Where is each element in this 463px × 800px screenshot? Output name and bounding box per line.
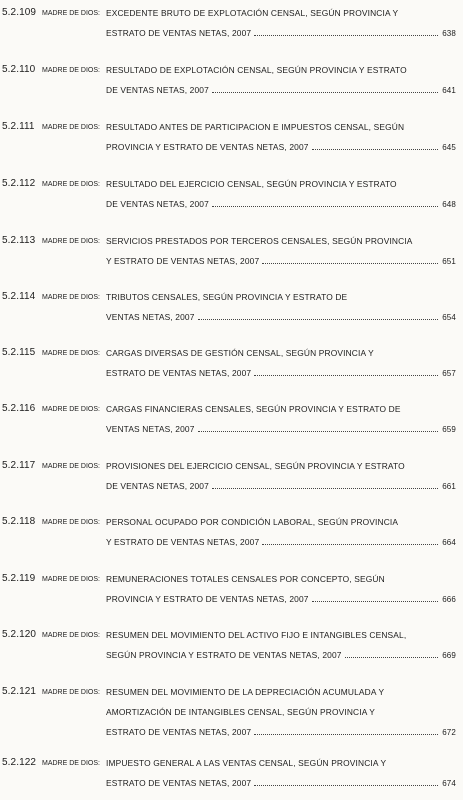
entry-number: 5.2.115 xyxy=(2,347,36,358)
entry-title xyxy=(106,234,456,268)
entry-title-line: RESULTADO ANTES DE PARTICIPACION E IMPUESTOS CENSAL, SEGÚN xyxy=(106,122,405,132)
entry-region: MADRE DE DIOS: xyxy=(42,10,100,17)
entry-page-number[interactable]: 669 xyxy=(442,651,456,660)
dot-leader xyxy=(212,205,438,207)
entry-title xyxy=(106,290,456,324)
dot-leader xyxy=(212,487,438,489)
entry-title-line: ESTRATO DE VENTAS NETAS, 2007 xyxy=(106,368,252,378)
entry-number: 5.2.110 xyxy=(2,64,36,75)
dot-leader xyxy=(212,91,438,93)
entry-page-number[interactable]: 651 xyxy=(442,257,456,266)
entry-page-number[interactable]: 641 xyxy=(442,86,456,95)
entry-title-line: PROVISIONES DEL EJERCICIO CENSAL, SEGÚN PROVINCIA Y ESTRATO xyxy=(106,461,405,471)
dot-leader xyxy=(345,656,438,658)
entry-title-line: ESTRATO DE VENTAS NETAS, 2007 xyxy=(106,778,252,788)
entry-title-line: Y ESTRATO DE VENTAS NETAS, 2007 xyxy=(106,256,260,266)
entry-title-line: EXCEDENTE BRUTO DE EXPLOTACIÓN CENSAL, SEGÚN PROVINCIA Y xyxy=(106,8,399,18)
entry-title-line: ESTRATO DE VENTAS NETAS, 2007 xyxy=(106,727,252,737)
entry-region: MADRE DE DIOS: xyxy=(42,124,100,131)
entry-page-number[interactable]: 657 xyxy=(442,369,456,378)
entry-page-number[interactable]: 638 xyxy=(442,29,456,38)
entry-number: 5.2.116 xyxy=(2,403,36,414)
entry-title-line: REMUNERACIONES TOTALES CENSALES POR CONCEPTO, SEGÚN xyxy=(106,574,385,584)
entry-title-line: RESUMEN DEL MOVIMIENTO DE LA DEPRECIACIÓN ACUMULADA Y xyxy=(106,687,385,697)
entry-page-number[interactable]: 659 xyxy=(442,425,456,434)
entry-title xyxy=(106,459,456,493)
entry-title-line: DE VENTAS NETAS, 2007 xyxy=(106,481,209,491)
entry-title-line: RESUMEN DEL MOVIMIENTO DEL ACTIVO FIJO E INTANGIBLES CENSAL, xyxy=(106,630,407,640)
dot-leader xyxy=(198,318,439,320)
dot-leader xyxy=(262,543,438,545)
entry-title xyxy=(106,756,456,790)
entry-title-line: RESULTADO DE EXPLOTACIÓN CENSAL, SEGÚN PROVINCIA Y ESTRATO xyxy=(106,65,407,75)
entry-title-line: AMORTIZACIÓN DE INTANGIBLES CENSAL, SEGÚN PROVINCIA Y xyxy=(106,707,376,717)
entry-title-line: ESTRATO DE VENTAS NETAS, 2007 xyxy=(106,28,252,38)
entry-title-line: SERVICIOS PRESTADOS POR TERCEROS CENSALES, SEGÚN PROVINCIA xyxy=(106,236,413,246)
entry-region: MADRE DE DIOS: xyxy=(42,294,100,301)
entry-page-number[interactable]: 661 xyxy=(442,482,456,491)
entry-page-number[interactable]: 648 xyxy=(442,200,456,209)
entry-page-number[interactable]: 645 xyxy=(442,143,456,152)
dot-leader xyxy=(254,34,438,36)
entry-page-number[interactable]: 674 xyxy=(442,779,456,788)
entry-number: 5.2.118 xyxy=(2,516,36,527)
entry-title xyxy=(106,402,456,436)
entry-title-line: PERSONAL OCUPADO POR CONDICIÓN LABORAL, SEGÚN PROVINCIA xyxy=(106,517,399,527)
entry-title xyxy=(106,346,456,380)
entry-title-line: PROVINCIA Y ESTRATO DE VENTAS NETAS, 2007 xyxy=(106,142,309,152)
dot-leader xyxy=(254,733,438,735)
entry-title xyxy=(106,177,456,211)
entry-region: MADRE DE DIOS: xyxy=(42,576,100,583)
entry-region: MADRE DE DIOS: xyxy=(42,350,100,357)
dot-leader xyxy=(198,430,439,432)
entry-title xyxy=(106,628,456,662)
entry-number: 5.2.113 xyxy=(2,235,36,246)
entry-number: 5.2.111 xyxy=(2,121,35,132)
dot-leader xyxy=(312,600,438,602)
entry-title xyxy=(106,6,456,40)
entry-page-number[interactable]: 664 xyxy=(442,538,456,547)
entry-number: 5.2.117 xyxy=(2,460,36,471)
entry-region: MADRE DE DIOS: xyxy=(42,760,100,767)
entry-title-line: TRIBUTOS CENSALES, SEGÚN PROVINCIA Y ESTRATO DE xyxy=(106,292,348,302)
entry-number: 5.2.122 xyxy=(2,757,37,768)
entry-title-line: VENTAS NETAS, 2007 xyxy=(106,312,195,322)
entry-region: MADRE DE DIOS: xyxy=(42,689,100,696)
entry-title-line: CARGAS FINANCIERAS CENSALES, SEGÚN PROVINCIA Y ESTRATO DE xyxy=(106,404,401,414)
entry-title-line: DE VENTAS NETAS, 2007 xyxy=(106,199,209,209)
entry-region: MADRE DE DIOS: xyxy=(42,67,100,74)
entry-region: MADRE DE DIOS: xyxy=(42,181,100,188)
entry-region: MADRE DE DIOS: xyxy=(42,238,100,245)
entry-title-line: CARGAS DIVERSAS DE GESTIÓN CENSAL, SEGÚN PROVINCIA Y xyxy=(106,348,374,358)
entry-title-line: IMPUESTO GENERAL A LAS VENTAS CENSAL, SEGÚN PROVINCIA Y xyxy=(106,758,387,768)
entry-page-number[interactable]: 654 xyxy=(442,313,456,322)
entry-title xyxy=(106,685,456,739)
dot-leader xyxy=(254,374,438,376)
entry-title-line: Y ESTRATO DE VENTAS NETAS, 2007 xyxy=(106,537,260,547)
entry-title-line: VENTAS NETAS, 2007 xyxy=(106,424,195,434)
dot-leader xyxy=(262,262,438,264)
dot-leader xyxy=(254,784,438,786)
entry-number: 5.2.109 xyxy=(2,7,37,18)
entry-region: MADRE DE DIOS: xyxy=(42,519,100,526)
entry-number: 5.2.112 xyxy=(2,178,36,189)
entry-title xyxy=(106,572,456,606)
dot-leader xyxy=(312,148,438,150)
entry-number: 5.2.114 xyxy=(2,291,36,302)
entry-page-number[interactable]: 672 xyxy=(442,728,456,737)
entry-title-line: DE VENTAS NETAS, 2007 xyxy=(106,85,209,95)
entry-region: MADRE DE DIOS: xyxy=(42,463,100,470)
entry-region: MADRE DE DIOS: xyxy=(42,406,100,413)
entry-title xyxy=(106,63,456,97)
entry-number: 5.2.120 xyxy=(2,629,37,640)
entry-title-line: SEGÚN PROVINCIA Y ESTRATO DE VENTAS NETAS, 2007 xyxy=(106,650,342,660)
entry-title-line: RESULTADO DEL EJERCICIO CENSAL, SEGÚN PROVINCIA Y ESTRATO xyxy=(106,179,397,189)
entry-title xyxy=(106,120,456,154)
entry-number: 5.2.119 xyxy=(2,573,36,584)
entry-title-line: PROVINCIA Y ESTRATO DE VENTAS NETAS, 2007 xyxy=(106,594,309,604)
entry-number: 5.2.121 xyxy=(2,686,37,697)
entry-page-number[interactable]: 666 xyxy=(442,595,456,604)
entry-title xyxy=(106,515,456,549)
entry-region: MADRE DE DIOS: xyxy=(42,632,100,639)
